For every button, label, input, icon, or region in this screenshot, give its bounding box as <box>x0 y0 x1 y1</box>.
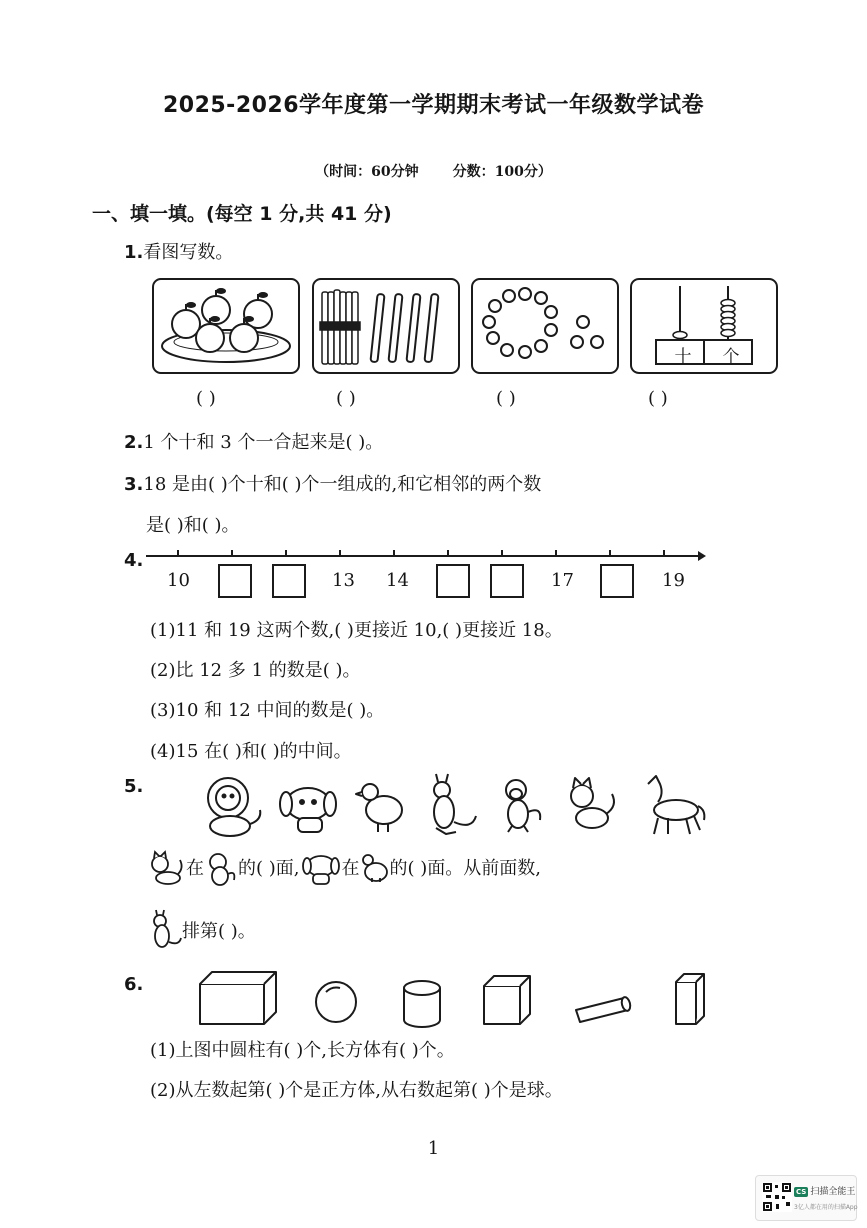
apples-plate-icon <box>154 280 298 372</box>
sphere-icon <box>316 982 356 1022</box>
scanner-logo <box>794 1184 855 1197</box>
text-blank-a: 的( )面, <box>238 858 300 879</box>
abacus-tens-label: 十 <box>674 347 692 367</box>
puppy-icon <box>300 852 342 886</box>
exam-score: 分数：100分） <box>452 164 552 180</box>
number-line <box>146 548 706 564</box>
number-box-11[interactable] <box>218 564 252 598</box>
number-box-12[interactable] <box>272 564 306 598</box>
kangaroo-icon <box>148 912 182 952</box>
scanner-tagline: 3亿人都在用的扫描App <box>794 1204 858 1211</box>
sticks-bundle-icon <box>314 280 458 372</box>
question-4-sub3: (3)10 和 12 中间的数是( )。 <box>150 700 385 721</box>
section-heading: 一、填一填。(每空 1 分,共 41 分) <box>92 203 392 225</box>
answer-blank-1[interactable]: ( ) <box>196 388 216 409</box>
number-13: 13 <box>332 570 355 591</box>
text-at: 在 <box>186 858 204 879</box>
question-text: 看图写数。 <box>143 242 234 263</box>
question-number: 3. <box>124 474 144 495</box>
kangaroo-icon <box>434 774 476 834</box>
question-5-line1 <box>148 852 541 886</box>
question-number: 4. <box>124 550 144 571</box>
picture-beads <box>471 278 619 374</box>
picture-apples <box>152 278 300 374</box>
question-2 <box>124 428 383 454</box>
cs-logo-icon: CS <box>796 1188 807 1196</box>
puppy-icon <box>280 788 336 832</box>
cylinder-rod-icon <box>576 996 632 1022</box>
hen-icon <box>356 784 402 832</box>
exam-meta <box>0 161 867 181</box>
question-4-sub1: (1)11 和 19 这两个数,( )更接近 10,( )更接近 18。 <box>150 620 563 641</box>
picture-abacus <box>630 278 778 374</box>
answer-blank-4[interactable]: ( ) <box>648 388 668 409</box>
question-5-line2 <box>148 912 256 952</box>
monkey-icon <box>506 780 540 832</box>
hen-icon <box>360 852 390 886</box>
answer-blank-3[interactable]: ( ) <box>496 388 516 409</box>
question-6 <box>124 974 143 995</box>
lion-icon <box>208 778 260 836</box>
question-4-sub4: (4)15 在( )和( )的中间。 <box>150 741 352 762</box>
horse-icon <box>648 776 704 834</box>
animal-row <box>198 774 703 840</box>
question-3-cont: 是( )和( )。 <box>146 515 240 536</box>
cuboid-icon <box>200 972 276 1024</box>
beads-ring-icon <box>473 280 617 372</box>
exam-title: 2025-2026学年度第一学期期末考试一年级数学试卷 <box>162 93 705 118</box>
text-blank-b: 的( )面。从前面数, <box>389 858 541 879</box>
number-box-16[interactable] <box>490 564 524 598</box>
number-14: 14 <box>386 570 409 591</box>
cat-icon <box>571 778 614 828</box>
qr-code-icon <box>762 1182 792 1212</box>
question-6-sub1: (1)上图中圆柱有( )个,长方体有( )个。 <box>150 1040 455 1061</box>
question-3 <box>124 470 541 496</box>
number-19: 19 <box>662 570 685 591</box>
question-4 <box>124 550 143 571</box>
tall-cuboid-icon <box>676 974 704 1024</box>
text-rank: 排第( )。 <box>182 921 256 942</box>
answer-blank-2[interactable]: ( ) <box>336 388 356 409</box>
abacus-ones-label: 个 <box>722 347 740 367</box>
question-5 <box>124 776 143 797</box>
question-text: 18 是由( )个十和( )个一组成的,和它相邻的两个数 <box>143 474 542 495</box>
number-10: 10 <box>167 570 190 591</box>
question-text: 1 个十和 3 个一合起来是( )。 <box>143 432 384 453</box>
exam-time: （时间：60分钟 <box>315 164 419 180</box>
question-6-sub2: (2)从左数起第( )个是正方体,从右数起第( )个是球。 <box>150 1080 563 1101</box>
scanner-brand: 扫描全能王 <box>810 1187 856 1197</box>
picture-sticks <box>312 278 460 374</box>
text-at: 在 <box>341 858 360 879</box>
cat-icon <box>148 852 186 886</box>
question-4-sub2: (2)比 12 多 1 的数是( )。 <box>150 660 361 681</box>
monkey-icon <box>204 852 238 886</box>
cube-icon <box>484 976 530 1024</box>
question-1 <box>124 238 233 264</box>
number-box-15[interactable] <box>436 564 470 598</box>
scanner-watermark <box>755 1175 857 1221</box>
question-number: 2. <box>124 432 144 453</box>
abacus-icon <box>632 280 776 372</box>
question-number: 5. <box>124 776 144 797</box>
question-number: 1. <box>124 242 144 263</box>
page-number: 1 <box>427 1138 440 1159</box>
question-number: 6. <box>124 974 144 995</box>
number-box-18[interactable] <box>600 564 634 598</box>
number-17: 17 <box>551 570 574 591</box>
cylinder-icon <box>404 981 440 1027</box>
shape-row <box>196 968 716 1032</box>
